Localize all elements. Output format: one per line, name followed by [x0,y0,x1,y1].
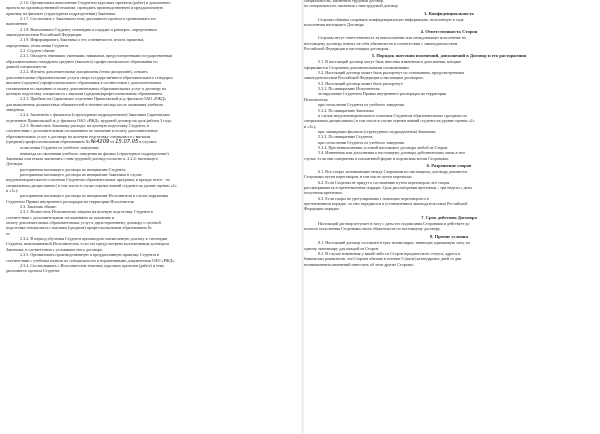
text-line: 2.2.4. Заключить с филиалом (структурным подразделением) Заказчика Саратовским [20,112,170,118]
text-line: 2.1.9. Информировать Заказчика о его успеваемости, итогах практики, [20,37,144,43]
text-line: 2.2.5. Возместить Заказчику расходы, на целевую подготовку Студента, в [20,122,149,128]
text-line: 2.2.2. Изучить дополнительные дисциплины (темы дисциплин), освоить [20,69,148,75]
text-line: при ликвидации филиала (структурного подразделения) Заказчика. [318,128,437,134]
text-line: получения претензии. [304,190,343,196]
text-line: Сторонами путем переговоров, в том числе путем переписки. [304,174,413,180]
text-line: определении, отчисления Студента. [6,42,70,48]
text-line: расторжения настоящего договора по инициативе Заказчика в случае [20,172,142,177]
text-line: практику на филиале (структурном подразделении) Заказчика. [6,10,117,16]
text-line: в случае неудовлетворительного освоения Студентом образовательных программ по [318,112,467,118]
text-line: одному экземпляру для каждой из Сторон. [304,245,380,251]
text-line: соответствии с дополнительным соглашением по оказанию и [6,214,115,220]
text-line: Заказчика или отказа заключить с ним трудовой договор согласно п. 2.2.4. настоящего [6,155,158,161]
text-line: высшего (среднего) профессионального образования в соответствии с дополнительным [6,80,161,86]
text-line: Исполнителя; [304,96,329,102]
text-line: оплату дополнительных образовательных услуг к двухсторонннему договору о целевой [6,220,161,226]
text-line: 2.3. Заказчик обязан: [20,204,57,210]
text-line: данной специальности. [6,64,48,70]
text-line: 2.1.7. Согласовать с Заказчиком тему дипломного проекта и организовать его [20,16,157,22]
text-line: при отчислении Студента из учебного заведения. [318,102,405,108]
text-line: законодательством Российской Федерации. [6,32,83,38]
text-line: оформляются Сторонами дополнительными соглашениями. [304,64,410,70]
text-line: подготовке специалиста с высшим (средним) профессиональным образованием № [6,225,152,231]
text-line: Студента, выплачиваемой Исполнителем, если это предусмотрено коллективным договором [6,241,169,247]
section-title: 7. Срок действия Договора [421,214,477,220]
text-line: специальным дисциплинам ( в том числе в случае оценки знаний студента на уровне оценки «2» [304,118,475,124]
text-line: 5.3. Настоящий договор может быть расторгнут: [318,80,404,86]
text-line: случае, если они совершены в письменной форме и подписаны всеми Сторонами. [304,155,449,161]
text-line: специальным дисциплинам ( в том числе в случае оценки знаний студента на уровне оценки «2» [6,182,177,188]
text-line: от [6,230,10,236]
text-line: при отчислении Студента из учебного заведения. [318,139,405,145]
section-title: 3. Конфиденциальность [424,10,474,16]
text-line: и «3»); [304,123,316,129]
text-line: 2.1.8. Выплачивать Студенту стипендию в порядке и размерах, определенных [20,26,158,32]
text-line: 5.1. В настоящий договор могут быть внесены изменения и дополнения, которые [318,59,462,65]
text-line: расторжения настоящего договора по инициативе Исполнителя в случае нарушения [20,193,169,199]
text-line: 5.3.2. По инициативе Заказчика: [318,107,375,113]
text-line: 2.3.2. В период обучения Студента производить ежемесячную доплату к стипендии [20,236,168,242]
text-line: 2.3.1. Возместить Исполнителю затраты на целевую подготовку Студента в [20,209,153,215]
text-line: невыезда по окончании учебного заведения на филиал (структурное подразделение) [20,150,169,156]
text-fragment: от [110,138,115,144]
text-line: соответствии с учебным планом по специальности и нормативными документами ОАО «РЖД». [6,257,176,263]
text-line: 2.3.3. Организовать производственную и преддипломную практику Студента в [20,252,160,258]
text-line: соответствии с дополнительным соглашением по оказанию и оплату дополнительных [6,128,158,134]
text-line: целевую подготовку специалиста с высшим (средним)профессиональным образованием. [6,90,163,96]
text-line: Договора [6,161,23,167]
text-line: Стороны обязаны сохранять конфиденциальную информацию, полученную в ходе [318,16,464,22]
text-line: образовательных услуг к договору на целевую подготовку специалиста с высшим [6,133,151,139]
text-line: и «3»); [6,188,18,194]
text-line: законодательством Российской Федерации и настоящим договором. [304,75,424,81]
text-line: Настоящий договор вступает в силу с даты его подписания Сторонами и действует до [318,220,470,226]
text-line: 8.1. Настоящий договор составлен в трех экземплярах, имеющих одинаковую силу, по [318,240,471,246]
text-line: дипломного проекта Студента. [6,268,61,274]
text-line: Российской Федерации и настоящим договором. [304,46,390,52]
text-line: по специальности, заключив с ним трудовой договор. [304,3,399,9]
text-line: проекта по производственной тематике, проводить производственную и преддипломную [6,5,163,11]
section-title: 8. Прочие условия [430,234,468,240]
text-line: 6.3. Если споры не урегулированы с помощью переговоров и в [318,195,429,201]
handwritten-date: 15.07.05 [115,138,139,145]
left-column [6,0,302,434]
section-title: 6. Разрешение споров [426,162,472,168]
text-line: отделением Приволжской ж.д.-филиала ОАО «РЖД» трудовой договор на срок работы 3 года. [6,117,172,123]
text-line: заведения. [6,106,25,112]
text-line: 2.2.1. Овладеть знаниями, умениями, навыками, предусмотренными государственным [20,53,173,59]
text-line: 5.3.1. По инициативе Исполнителя: [318,86,381,92]
text-line: исполнения настоящего Договора. [304,22,365,28]
text-line: Студентом Правил внутреннего распорядка на территории Исполнителя. [6,198,135,204]
text-line: банковских реквизитов, эта Сторона обязана в течение 5 (пяти) календарных дней со дня [304,256,462,262]
text-line: расторжения настоящего договора по инициативе Студента; [20,166,126,172]
handwritten-number: №4209 [90,138,110,145]
text-line: 2.2.3. Прибыть на Саратовское отделение Приволжской ж.д.-филиала ОАО «РЖД» [20,96,166,102]
text-line: 2.3.4. Согласовывать с Исполнителем тематику курсовых проектов (работ) и тему [20,262,165,268]
text-line: рассматриваются в претензионном порядке. Срок рассмотрения претензии – три недели с даты [304,184,472,190]
section-title: 4. Ответственность Сторон [420,29,478,35]
text-line: специальности, заключить трудовой договор. [304,0,385,3]
text-line: Заказчика, в соответствии с условиями этого договора. [6,246,103,252]
text-line: 5.3.3. По инициативе Студента; [318,134,374,140]
text-line: 5.4. Изменения или дополнения к настоящему договору действительны лишь в том [318,150,465,156]
right-column [304,0,594,434]
text-line: возникновения изменений известить об этом другие Стороны. [304,261,414,267]
text-line: 2.1.6. Организовать выполнение Студентом курсовых проектов (работ) и дипломного [20,0,171,5]
text-line: образовательным стандартом среднего (высшего) профессионального образования по [6,58,158,64]
text-fragment: в случаях: [139,138,158,144]
text-line: 5.3.4. При невыполнении условий настоящего договора любой из Сторон. [318,144,449,150]
text-line: 5.2. Настоящий договор может быть расторгнут по основаниям, предусмотренным [318,70,465,76]
section-title: 5. Порядок внесения изменений, дополнений в Договор и его расторжения [371,53,527,59]
text-line: 2.2. Студент обязан: [20,48,56,54]
text-line: 6.2. Если Стороны не придут к соглашению путем переговоров, все споры [318,179,450,185]
text-line: отчисления Студента из учебного заведения; [20,145,99,151]
text-line: 6.1. Все споры, возникающие между Сторонами по настоящему договору, решаются [318,168,467,174]
text-line: полного исполнения Сторонами своих обязательств по настоящему договору. [304,226,441,232]
text-line: настоящему договору взятых на себя обязательств в соответствии с законодательством [304,40,458,46]
text-line: Федерации порядке. [304,206,340,212]
text-fragment: (средним) профессиональным образованием № [6,138,90,144]
text-line: за нарушение Студентом Правил внутреннего распорядка на территории [318,91,447,97]
text-line: выполнение. [6,21,29,27]
text-line: претензионном порядке, то они передаются в установленном законодательством Российской [304,201,468,206]
text-line: для выполнения должностных обязанностей в течение месяца после окончания учебного [6,101,164,107]
text-line: Стороны несут ответственность за неисполнение или ненадлежащее исполнение по [318,35,467,41]
text-line: 8.2. В случае изменения у какой-либо из Сторон юридического статуса, адреса и [318,251,461,257]
text-line: соглашением по оказанию и оплату дополнительных образовательных услуг к договору на [6,85,167,91]
text-line: неудовлетворительного освоения Студентом образовательных программ, в прежде всего - по [6,177,170,183]
text-line: дополнительные образовательные услуги сверх государственного образовательного стандарта [6,74,173,80]
